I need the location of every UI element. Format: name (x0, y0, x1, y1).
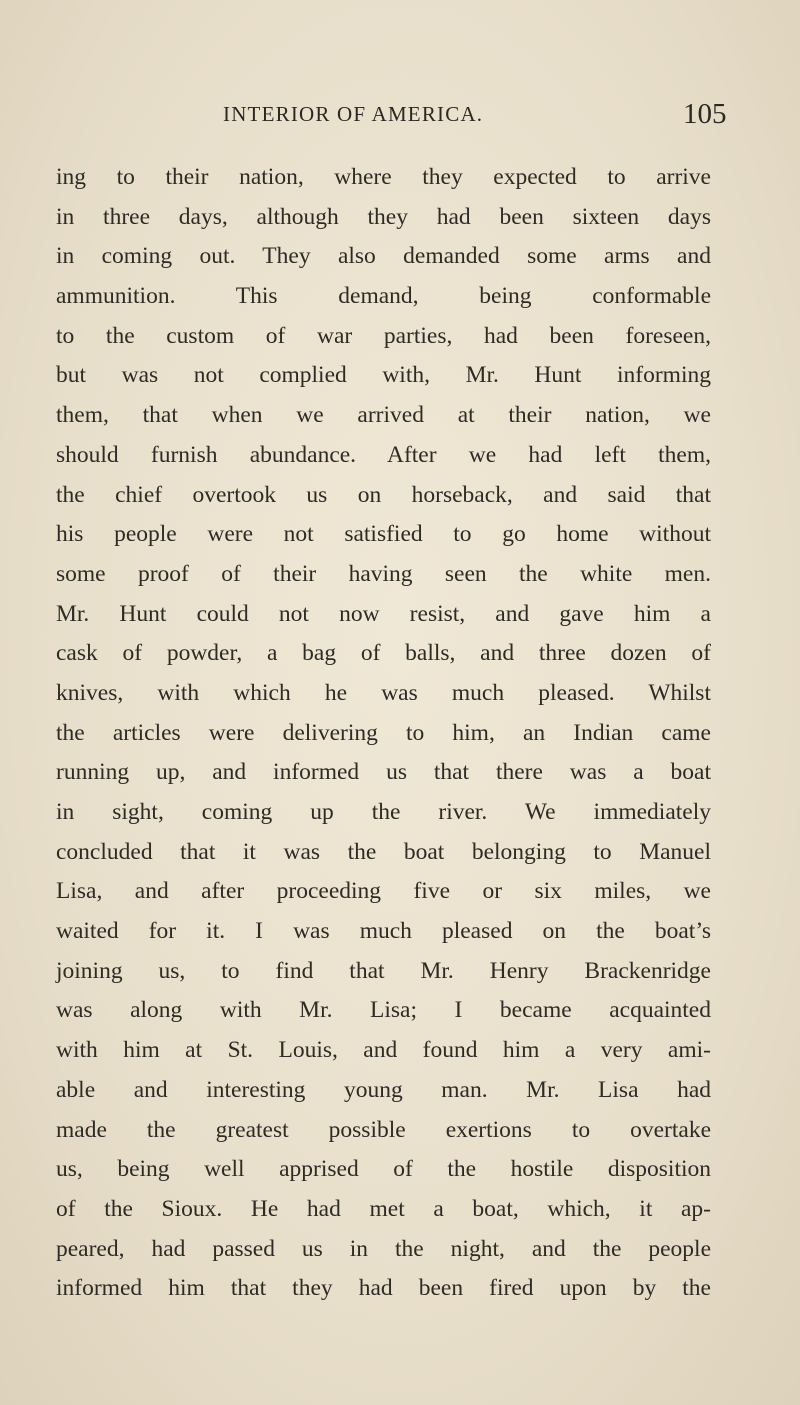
text-line: able and interesting young man. Mr. Lisa had (56, 1076, 711, 1103)
page-number: 105 (683, 98, 727, 130)
text-line: to the custom of war parties, had been foreseen, (56, 322, 711, 349)
text-line: peared, had passed us in the night, and the people (56, 1235, 711, 1262)
text-line: joining us, to find that Mr. Henry Brackenridge (56, 957, 711, 984)
page-header (0, 98, 800, 142)
running-head: INTERIOR OF AMERICA. (223, 102, 484, 126)
text-line: in three days, although they had been sixteen days (56, 203, 711, 230)
text-line: informed him that they had been fired upon by the (56, 1275, 711, 1302)
text-line: cask of powder, a bag of balls, and three dozen of (56, 640, 711, 667)
text-line: them, that when we arrived at their nation, we (56, 402, 711, 429)
text-line: with him at St. Louis, and found him a very ami- (56, 1037, 711, 1064)
text-line: us, being well apprised of the hostile disposition (56, 1156, 711, 1183)
text-line: in coming out. They also demanded some arms and (56, 243, 711, 270)
text-line: in sight, coming up the river. We immediately (56, 799, 711, 825)
text-line: his people were not satisfied to go home without (56, 521, 711, 548)
text-line: some proof of their having seen the white men. (56, 560, 711, 587)
text-line: the articles were delivering to him, an Indian came (56, 719, 711, 746)
text-line: ing to their nation, where they expected to arrive (56, 164, 711, 190)
text-line: running up, and informed us that there was a boat (56, 759, 711, 786)
text-line: knives, with which he was much pleased. Whilst (56, 679, 711, 706)
text-line: Mr. Hunt could not now resist, and gave him a (56, 600, 711, 627)
text-line: Lisa, and after proceeding five or six miles, we (56, 878, 711, 905)
text-line: waited for it. I was much pleased on the boat’s (56, 918, 711, 945)
text-line: should furnish abundance. After we had left them, (56, 441, 711, 468)
text-line: ammunition. This demand, being conformable (56, 283, 711, 310)
text-line: concluded that it was the boat belonging to Manuel (56, 838, 711, 865)
body-text (56, 158, 711, 1309)
text-line: made the greatest possible exertions to overtake (56, 1116, 711, 1143)
text-line: of the Sioux. He had met a boat, which, it ap- (56, 1195, 711, 1222)
text-line: but was not complied with, Mr. Hunt informing (56, 362, 711, 389)
text-line: was along with Mr. Lisa; I became acquainted (56, 997, 711, 1024)
text-line: the chief overtook us on horseback, and said that (56, 481, 711, 508)
